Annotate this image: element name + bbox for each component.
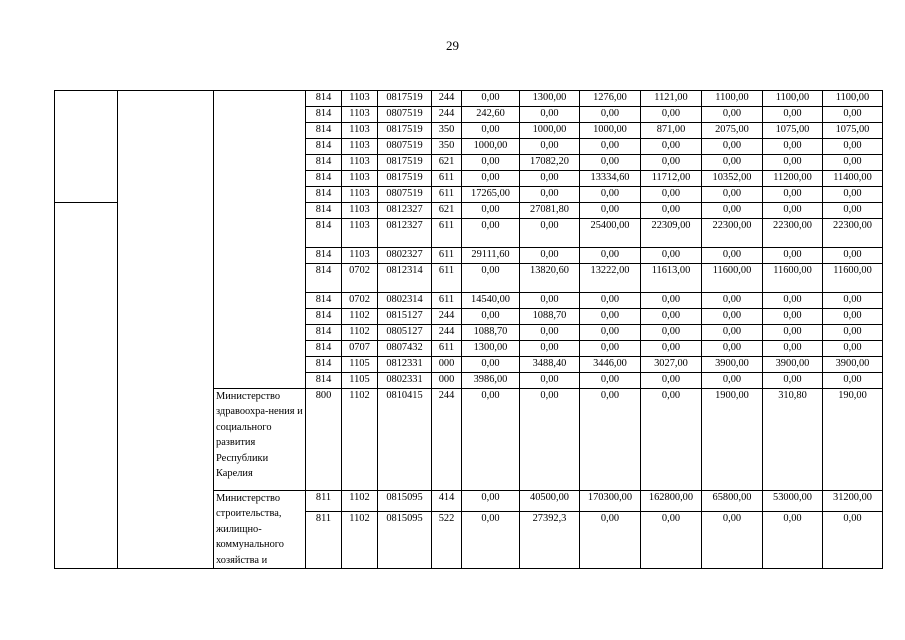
value-5: 2075,00: [702, 123, 763, 139]
section-code: 1103: [342, 123, 378, 139]
value-7: 0,00: [823, 203, 883, 219]
value-6: 0,00: [763, 155, 823, 171]
value-5: 0,00: [702, 373, 763, 389]
value-2: 0,00: [520, 373, 580, 389]
value-2: 0,00: [520, 325, 580, 341]
section-code: 1103: [342, 91, 378, 107]
expense-type: 611: [432, 293, 462, 309]
value-4: 162800,00: [641, 491, 702, 512]
value-1: 0,00: [462, 155, 520, 171]
value-7: 3900,00: [823, 357, 883, 373]
value-2: 1088,70: [520, 309, 580, 325]
value-5: 0,00: [702, 511, 763, 568]
article-code: 0807519: [378, 187, 432, 203]
admin-code: 814: [306, 357, 342, 373]
value-3: 0,00: [580, 373, 641, 389]
article-code: 0817519: [378, 91, 432, 107]
value-1: 0,00: [462, 91, 520, 107]
value-1: 1300,00: [462, 341, 520, 357]
page-number: 29: [446, 38, 459, 53]
value-5: 0,00: [702, 341, 763, 357]
section-code: 1103: [342, 187, 378, 203]
value-3: 13334,60: [580, 171, 641, 187]
value-5: 1900,00: [702, 389, 763, 491]
value-2: 3488,40: [520, 357, 580, 373]
value-2: 0,00: [520, 139, 580, 155]
admin-code: 811: [306, 491, 342, 512]
expense-type: 244: [432, 91, 462, 107]
value-7: 0,00: [823, 139, 883, 155]
value-6: 0,00: [763, 293, 823, 309]
value-4: 1121,00: [641, 91, 702, 107]
value-1: 3986,00: [462, 373, 520, 389]
value-3: 0,00: [580, 389, 641, 491]
value-1: 0,00: [462, 511, 520, 568]
expense-type: 244: [432, 325, 462, 341]
admin-code: 814: [306, 107, 342, 123]
value-5: 11600,00: [702, 264, 763, 293]
value-4: 3027,00: [641, 357, 702, 373]
value-1: 1088,70: [462, 325, 520, 341]
value-4: 0,00: [641, 309, 702, 325]
article-code: 0802331: [378, 373, 432, 389]
admin-code: 811: [306, 511, 342, 568]
ministry-name: Министерство строительства, жилищно-коммунального хозяйства и: [214, 491, 306, 569]
value-4: 22309,00: [641, 219, 702, 248]
expense-type: 611: [432, 187, 462, 203]
value-7: 31200,00: [823, 491, 883, 512]
article-code: 0817519: [378, 123, 432, 139]
value-3: 0,00: [580, 187, 641, 203]
value-5: 0,00: [702, 187, 763, 203]
value-1: 0,00: [462, 357, 520, 373]
section-code: 1102: [342, 325, 378, 341]
table-body: [55, 91, 883, 569]
value-7: 0,00: [823, 309, 883, 325]
value-2: 40500,00: [520, 491, 580, 512]
article-code: 0812327: [378, 203, 432, 219]
value-5: 10352,00: [702, 171, 763, 187]
value-3: 1276,00: [580, 91, 641, 107]
value-2: 0,00: [520, 293, 580, 309]
ministry-name: Министерство здравоохра-нения и социального развития Республики Карелия: [214, 389, 306, 491]
expense-type: 350: [432, 123, 462, 139]
value-7: 1100,00: [823, 91, 883, 107]
value-7: 0,00: [823, 373, 883, 389]
value-5: 0,00: [702, 248, 763, 264]
article-code: 0805127: [378, 325, 432, 341]
section-code: 1102: [342, 389, 378, 491]
value-3: 0,00: [580, 309, 641, 325]
article-code: 0807432: [378, 341, 432, 357]
value-1: 0,00: [462, 264, 520, 293]
value-1: 17265,00: [462, 187, 520, 203]
value-4: 0,00: [641, 511, 702, 568]
value-6: 53000,00: [763, 491, 823, 512]
value-3: 13222,00: [580, 264, 641, 293]
article-code: 0815095: [378, 511, 432, 568]
value-6: 1075,00: [763, 123, 823, 139]
value-6: 0,00: [763, 139, 823, 155]
value-4: 0,00: [641, 389, 702, 491]
value-6: 11200,00: [763, 171, 823, 187]
value-5: 0,00: [702, 325, 763, 341]
value-2: 0,00: [520, 248, 580, 264]
value-1: 0,00: [462, 171, 520, 187]
value-1: 242,60: [462, 107, 520, 123]
admin-code: 814: [306, 155, 342, 171]
value-1: 0,00: [462, 219, 520, 248]
value-2: 0,00: [520, 341, 580, 357]
value-2: 17082,20: [520, 155, 580, 171]
value-3: 0,00: [580, 107, 641, 123]
value-2: 1300,00: [520, 91, 580, 107]
value-6: 0,00: [763, 373, 823, 389]
value-2: 13820,60: [520, 264, 580, 293]
value-4: 0,00: [641, 187, 702, 203]
value-4: 0,00: [641, 341, 702, 357]
value-7: 0,00: [823, 248, 883, 264]
value-6: 0,00: [763, 203, 823, 219]
admin-code: 814: [306, 248, 342, 264]
value-4: 871,00: [641, 123, 702, 139]
value-7: 0,00: [823, 107, 883, 123]
value-7: 0,00: [823, 325, 883, 341]
blank-cell-2: [118, 91, 214, 569]
expense-type: 611: [432, 248, 462, 264]
value-7: 22300,00: [823, 219, 883, 248]
admin-code: 814: [306, 203, 342, 219]
value-3: 0,00: [580, 293, 641, 309]
article-code: 0815095: [378, 491, 432, 512]
value-2: 1000,00: [520, 123, 580, 139]
value-3: 0,00: [580, 248, 641, 264]
value-7: 11600,00: [823, 264, 883, 293]
expense-type: 621: [432, 155, 462, 171]
value-4: 11712,00: [641, 171, 702, 187]
value-1: 14540,00: [462, 293, 520, 309]
article-code: 0807519: [378, 107, 432, 123]
expense-type: 000: [432, 373, 462, 389]
value-6: 0,00: [763, 325, 823, 341]
value-6: 1100,00: [763, 91, 823, 107]
value-3: 25400,00: [580, 219, 641, 248]
expense-type: 611: [432, 171, 462, 187]
admin-code: 814: [306, 264, 342, 293]
admin-code: 814: [306, 309, 342, 325]
value-1: 0,00: [462, 491, 520, 512]
value-4: 0,00: [641, 107, 702, 123]
admin-code: 814: [306, 293, 342, 309]
section-code: 1103: [342, 203, 378, 219]
value-5: 65800,00: [702, 491, 763, 512]
value-5: 22300,00: [702, 219, 763, 248]
value-3: 0,00: [580, 139, 641, 155]
value-3: 0,00: [580, 511, 641, 568]
table-row: [55, 91, 883, 107]
section-code: 1102: [342, 309, 378, 325]
value-4: 0,00: [641, 293, 702, 309]
article-code: 0817519: [378, 171, 432, 187]
value-4: 0,00: [641, 139, 702, 155]
admin-code: 814: [306, 171, 342, 187]
value-2: 0,00: [520, 187, 580, 203]
value-5: 0,00: [702, 203, 763, 219]
expense-type: 000: [432, 357, 462, 373]
article-code: 0812327: [378, 219, 432, 248]
expense-type: 611: [432, 341, 462, 357]
expense-type: 611: [432, 219, 462, 248]
article-code: 0802314: [378, 293, 432, 309]
blank-cell-1: [55, 91, 118, 203]
value-5: 0,00: [702, 309, 763, 325]
value-4: 0,00: [641, 155, 702, 171]
value-7: 0,00: [823, 155, 883, 171]
value-4: 0,00: [641, 203, 702, 219]
expense-type: 621: [432, 203, 462, 219]
value-1: 0,00: [462, 389, 520, 491]
value-5: 0,00: [702, 293, 763, 309]
value-2: 0,00: [520, 389, 580, 491]
admin-code: 814: [306, 325, 342, 341]
value-5: 1100,00: [702, 91, 763, 107]
value-7: 190,00: [823, 389, 883, 491]
blank-cell-1-lower: [55, 203, 118, 569]
value-6: 0,00: [763, 341, 823, 357]
admin-code: 814: [306, 91, 342, 107]
section-code: 1103: [342, 155, 378, 171]
budget-table: [54, 90, 883, 569]
value-6: 3900,00: [763, 357, 823, 373]
admin-code: 814: [306, 187, 342, 203]
value-3: 3446,00: [580, 357, 641, 373]
expense-type: 244: [432, 107, 462, 123]
value-6: 0,00: [763, 248, 823, 264]
value-5: 0,00: [702, 107, 763, 123]
value-6: 0,00: [763, 187, 823, 203]
section-code: 1102: [342, 511, 378, 568]
section-code: 1102: [342, 491, 378, 512]
value-6: 22300,00: [763, 219, 823, 248]
value-4: 0,00: [641, 248, 702, 264]
value-1: 29111,60: [462, 248, 520, 264]
admin-code: 814: [306, 341, 342, 357]
admin-code: 814: [306, 219, 342, 248]
value-3: 0,00: [580, 325, 641, 341]
admin-code: 800: [306, 389, 342, 491]
article-code: 0817519: [378, 155, 432, 171]
value-6: 310,80: [763, 389, 823, 491]
value-1: 1000,00: [462, 139, 520, 155]
section-code: 0702: [342, 293, 378, 309]
value-1: 0,00: [462, 123, 520, 139]
value-6: 0,00: [763, 511, 823, 568]
value-7: 0,00: [823, 293, 883, 309]
value-7: 11400,00: [823, 171, 883, 187]
blank-cell-3: [214, 91, 306, 389]
value-5: 0,00: [702, 155, 763, 171]
expense-type: 244: [432, 309, 462, 325]
section-code: 0702: [342, 264, 378, 293]
value-6: 0,00: [763, 309, 823, 325]
section-code: 1103: [342, 139, 378, 155]
section-code: 1105: [342, 357, 378, 373]
section-code: 1103: [342, 219, 378, 248]
value-7: 1075,00: [823, 123, 883, 139]
article-code: 0812331: [378, 357, 432, 373]
value-5: 3900,00: [702, 357, 763, 373]
value-4: 11613,00: [641, 264, 702, 293]
value-2: 0,00: [520, 107, 580, 123]
value-4: 0,00: [641, 325, 702, 341]
value-3: 0,00: [580, 155, 641, 171]
article-code: 0815127: [378, 309, 432, 325]
value-6: 11600,00: [763, 264, 823, 293]
section-code: 1103: [342, 171, 378, 187]
value-2: 27081,80: [520, 203, 580, 219]
value-3: 1000,00: [580, 123, 641, 139]
article-code: 0810415: [378, 389, 432, 491]
value-2: 0,00: [520, 219, 580, 248]
expense-type: 244: [432, 389, 462, 491]
article-code: 0802327: [378, 248, 432, 264]
section-code: 1103: [342, 248, 378, 264]
admin-code: 814: [306, 123, 342, 139]
value-1: 0,00: [462, 203, 520, 219]
article-code: 0807519: [378, 139, 432, 155]
value-7: 0,00: [823, 341, 883, 357]
value-4: 0,00: [641, 373, 702, 389]
value-3: 170300,00: [580, 491, 641, 512]
value-2: 0,00: [520, 171, 580, 187]
section-code: 0707: [342, 341, 378, 357]
value-7: 0,00: [823, 511, 883, 568]
value-5: 0,00: [702, 139, 763, 155]
section-code: 1103: [342, 107, 378, 123]
admin-code: 814: [306, 373, 342, 389]
value-1: 0,00: [462, 309, 520, 325]
value-7: 0,00: [823, 187, 883, 203]
article-code: 0812314: [378, 264, 432, 293]
section-code: 1105: [342, 373, 378, 389]
expense-type: 350: [432, 139, 462, 155]
expense-type: 611: [432, 264, 462, 293]
value-2: 27392,3: [520, 511, 580, 568]
value-3: 0,00: [580, 203, 641, 219]
value-6: 0,00: [763, 107, 823, 123]
value-3: 0,00: [580, 341, 641, 357]
expense-type: 414: [432, 491, 462, 512]
expense-type: 522: [432, 511, 462, 568]
admin-code: 814: [306, 139, 342, 155]
